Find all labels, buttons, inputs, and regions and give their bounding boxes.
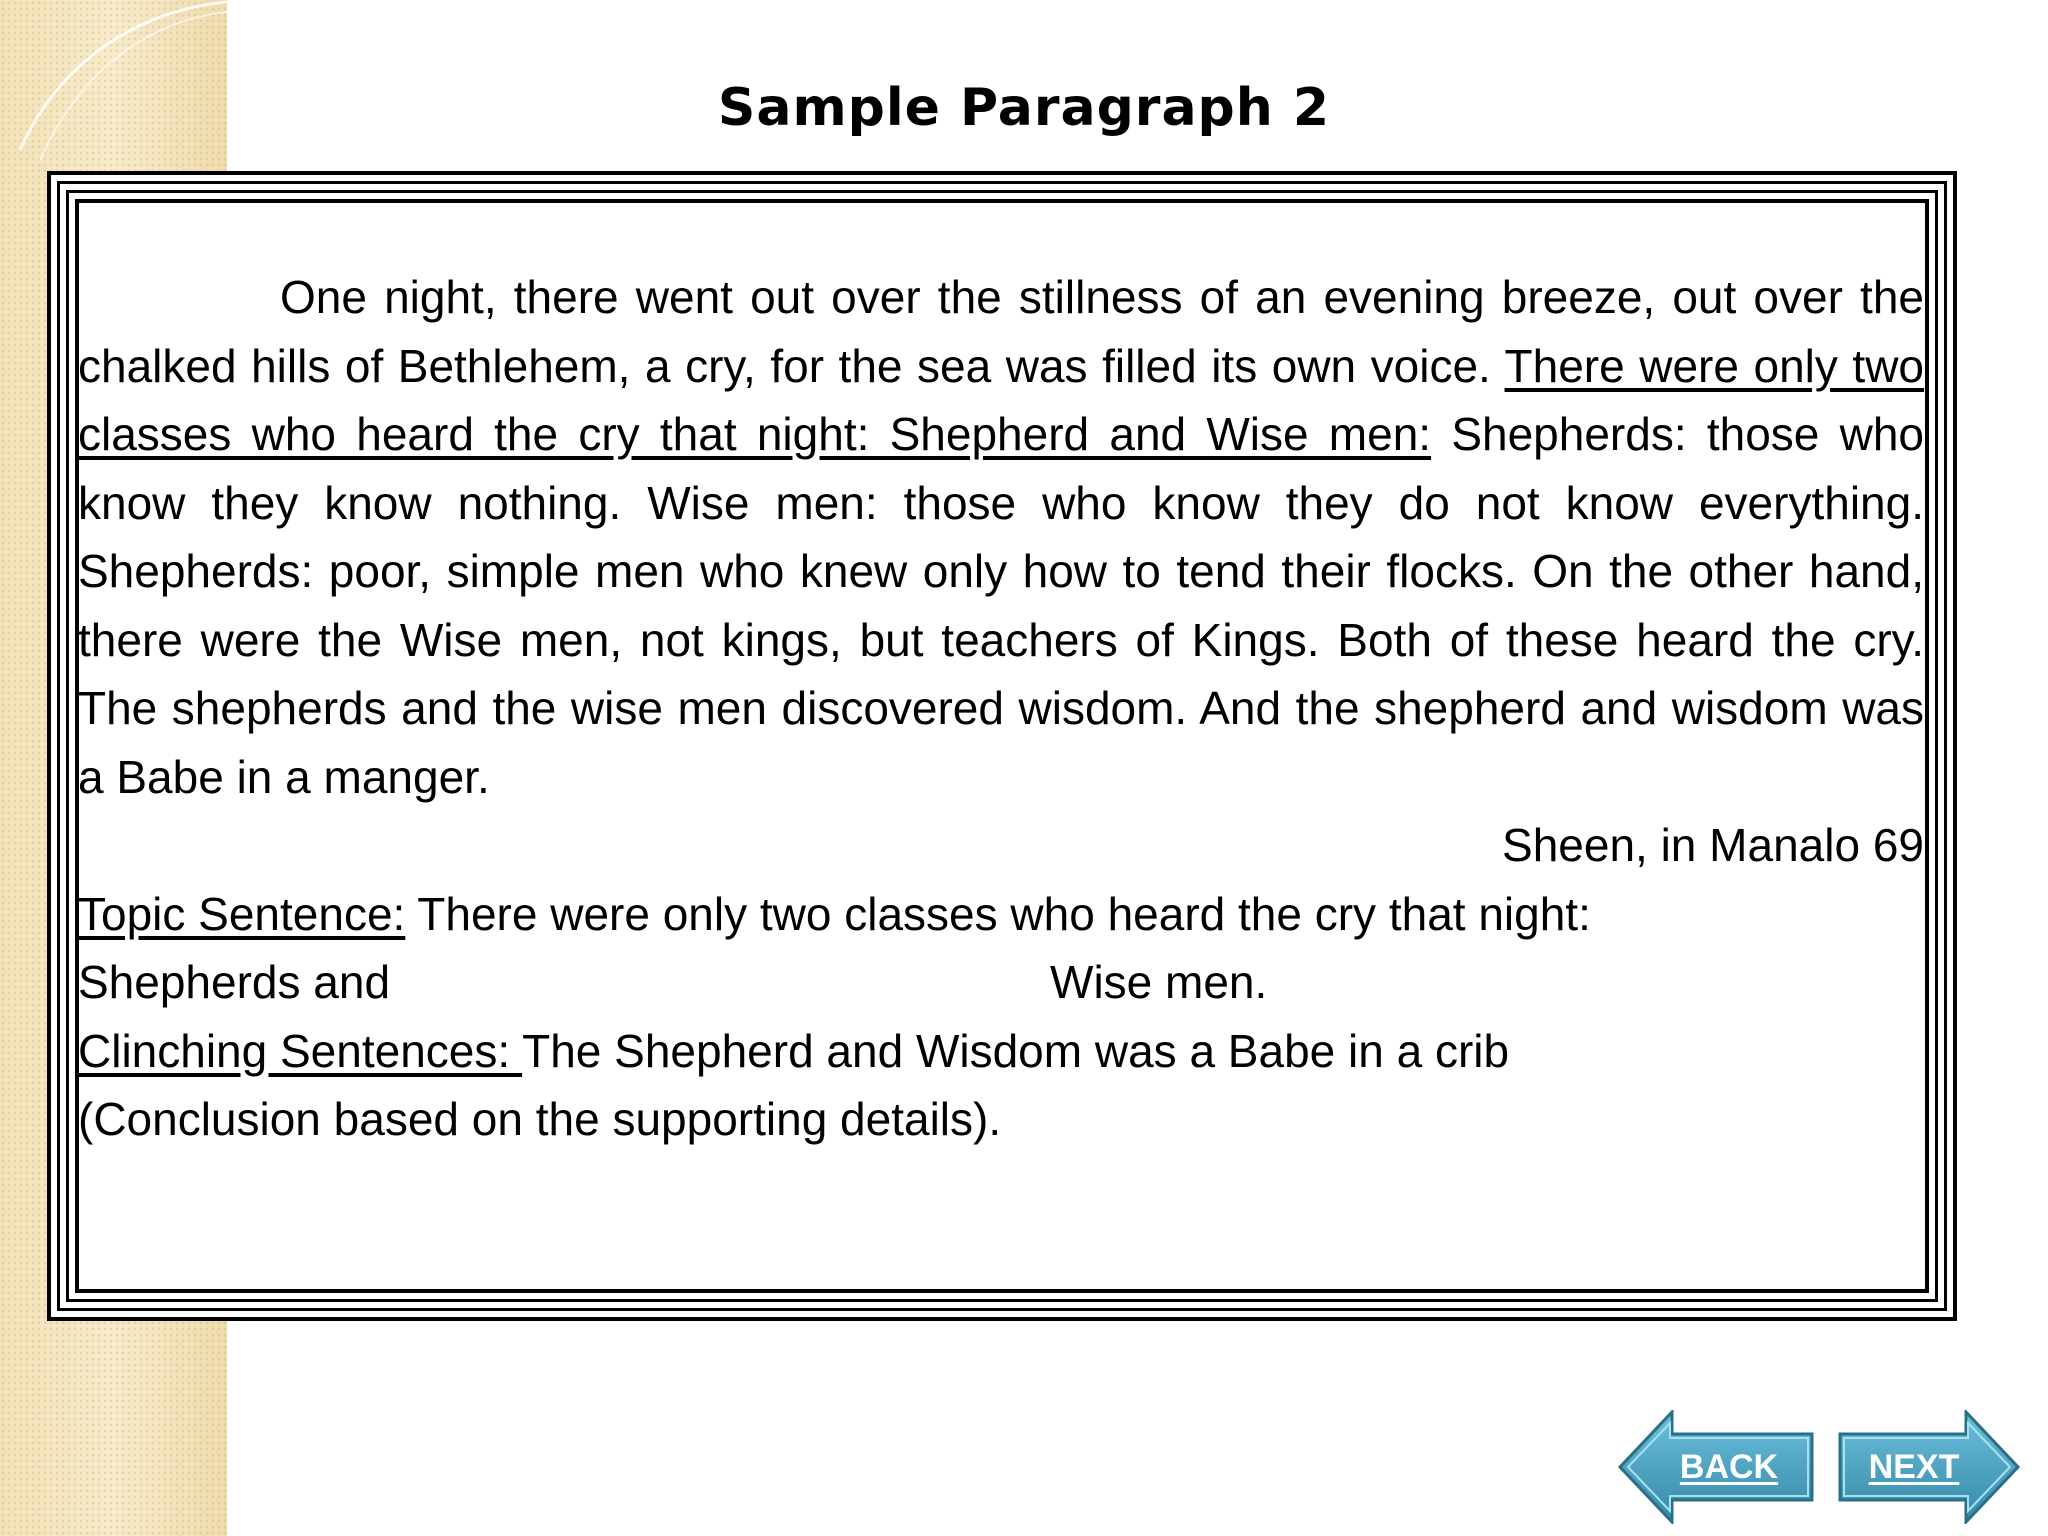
clinching-sentence-text: The Shepherd and Wisdom was a Babe in a crib	[522, 1024, 1510, 1077]
paragraph-topic-underlined: There were only two classes who heard the cry that night: Shepherd and Wise men:	[78, 339, 1924, 460]
back-button-label: BACK	[1679, 1447, 1779, 1486]
topic-sentence-right: Wise men.	[1050, 956, 1268, 1008]
sample-paragraph	[78, 263, 1924, 811]
paragraph-content	[78, 263, 1924, 1154]
clinching-sentence-line	[78, 1017, 1924, 1086]
clinching-sentence-label: Clinching Sentences:	[78, 1024, 523, 1077]
topic-sentence-left: Shepherds and	[78, 956, 391, 1008]
next-button-label: NEXT	[1868, 1447, 1960, 1486]
next-button[interactable]	[1838, 1410, 2020, 1524]
topic-sentence-label: Topic Sentence:	[78, 887, 406, 940]
citation: Sheen, in Manalo 69	[1502, 819, 1924, 871]
back-button[interactable]	[1618, 1410, 1814, 1524]
paragraph-body: Shepherds: those who know they know nothing. Wise men: those who know they do not know everything. Shepherds: poor, simple men who knew only how to tend their flocks. On the other hand, there were the Wise men, not kings, but teachers of Kings. Both of these heard the cry. The shepherds and the wise men discovered wisdom. And the shepherd and wisdom was a Babe in a manger.	[78, 408, 1924, 803]
paragraph-intro: One night, there went out over the stillness of an evening breeze, out over the chalked hills of Bethlehem, a cry, for the sea was filled its own voice.	[78, 271, 1924, 392]
clinching-sentence-line-2: (Conclusion based on the supporting details).	[78, 1093, 1002, 1145]
topic-sentence-line-2	[78, 948, 1924, 1017]
topic-sentence-text: There were only two classes who heard the cry that night:	[405, 887, 1591, 940]
slide-title: Sample Paragraph 2	[717, 78, 1331, 138]
topic-sentence-line	[78, 880, 1924, 949]
